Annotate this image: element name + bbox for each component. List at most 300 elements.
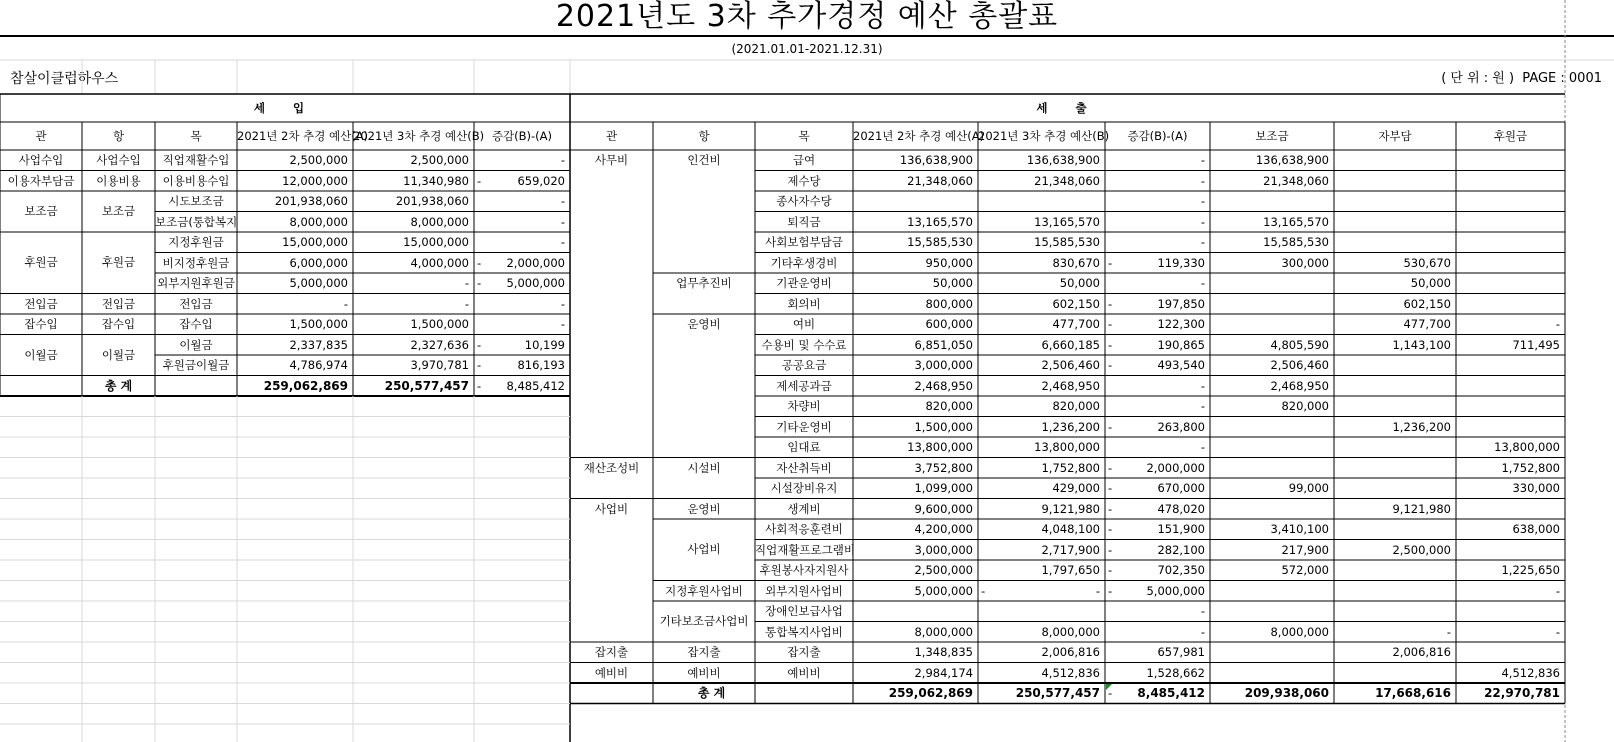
- revenue-gwan: 후원금: [24, 255, 58, 269]
- expense-hang: 사업비: [687, 542, 721, 556]
- revenue-mok: 직업재활수입: [162, 153, 230, 167]
- expense-donation: [1456, 355, 1565, 376]
- revenue-gwan: 사업수입: [18, 153, 64, 167]
- revenue-header-1: 항: [112, 129, 125, 143]
- revenue-total-diff: 8,485,412: [506, 378, 565, 393]
- expense-mok: 여비: [792, 317, 816, 331]
- expense-header-0: 관: [605, 129, 618, 143]
- expense-budget-a: 820,000: [925, 399, 973, 413]
- expense-decrease-marker: -: [1108, 481, 1113, 495]
- expense-subsidy: [1210, 642, 1334, 663]
- expense-budget-b: 21,348,060: [1034, 173, 1100, 188]
- expense-mok: 시설장비유지: [770, 481, 838, 495]
- expense-subsidy: 2,506,460: [1270, 358, 1329, 372]
- expense-self-pay: 1,143,100: [1392, 337, 1451, 352]
- expense-self-pay: [1334, 437, 1456, 458]
- expense-diff: -: [1200, 153, 1205, 167]
- expense-mok: 급여: [792, 153, 816, 167]
- expense-budget-a: 2,984,174: [914, 665, 973, 680]
- expense-budget-b: [978, 191, 1105, 212]
- revenue-total-b: 250,577,457: [384, 378, 469, 393]
- expense-gwan: 잡지출: [594, 645, 629, 659]
- expense-mok: 자산취득비: [776, 460, 832, 475]
- expense-mok: 기타운영비: [776, 419, 832, 434]
- expense-self-pay: [1334, 355, 1456, 376]
- revenue-diff: -: [560, 235, 565, 249]
- revenue-total-a: 259,062,869: [263, 378, 348, 393]
- revenue-budget-a: 1,500,000: [289, 317, 348, 331]
- expense-diff: -: [1200, 214, 1205, 229]
- expense-header-4: 2021년 3차 추경 예산(B): [978, 129, 1110, 143]
- expense-subsidy: [1210, 191, 1334, 212]
- expense-budget-b: 2,717,900: [1041, 542, 1100, 557]
- expense-self-pay: [1334, 171, 1456, 192]
- expense-donation: 1,752,800: [1501, 460, 1560, 475]
- expense-decrease-marker: -: [1108, 317, 1113, 331]
- expense-subsidy: 4,805,590: [1270, 337, 1329, 352]
- expense-budget-b: 1,236,200: [1041, 419, 1100, 434]
- revenue-gwan: 잡수입: [24, 317, 58, 331]
- expense-diff: -: [1200, 276, 1205, 290]
- expense-diff: 197,850: [1157, 296, 1205, 311]
- expense-budget-b: 136,638,900: [1026, 153, 1100, 167]
- expense-diff: 122,300: [1157, 317, 1205, 331]
- expense-budget-a: 13,165,570: [907, 214, 973, 229]
- expense-subsidy: [1210, 294, 1334, 315]
- expense-subsidy: 99,000: [1288, 481, 1329, 495]
- expense-total-a: 259,062,869: [888, 686, 973, 700]
- expense-donation: 711,495: [1512, 337, 1560, 352]
- expense-diff: -: [1200, 194, 1205, 208]
- period: (2021.01.01-2021.12.31): [731, 42, 883, 56]
- revenue-mok: 시도보조금: [168, 194, 224, 208]
- expense-self-pay: 50,000: [1410, 276, 1451, 290]
- expense-budget-b: 13,165,570: [1034, 214, 1100, 229]
- expense-mok: 차량비: [787, 399, 821, 413]
- revenue-budget-a: 2,337,835: [289, 337, 348, 352]
- expense-total-diff: 8,485,412: [1137, 686, 1205, 700]
- expense-diff: 5,000,000: [1146, 583, 1205, 598]
- expense-subsidy: [1210, 437, 1334, 458]
- expense-hang: 운영비: [687, 501, 721, 516]
- revenue-budget-b: 1,500,000: [410, 317, 469, 331]
- expense-decrease-marker: -: [1108, 358, 1113, 372]
- revenue-budget-a: 15,000,000: [282, 235, 348, 249]
- revenue-decrease-marker: -: [477, 173, 482, 188]
- revenue-decrease-marker: -: [477, 378, 482, 393]
- revenue-hang: 사업수입: [96, 153, 141, 167]
- expense-donation: -: [1555, 624, 1560, 639]
- expense-hang: 시설비: [687, 460, 721, 475]
- expense-self-pay: [1334, 581, 1456, 602]
- revenue-diff: -: [560, 296, 565, 311]
- revenue-mok: 이월금: [179, 337, 213, 352]
- expense-mok: 예비비: [787, 665, 821, 680]
- revenue-budget-b: 15,000,000: [403, 235, 469, 249]
- expense-total-self-pay: 17,668,616: [1375, 686, 1451, 700]
- expense-diff: -: [1200, 378, 1205, 393]
- expense-donation: [1456, 642, 1565, 663]
- revenue-budget-a: 5,000,000: [289, 276, 348, 290]
- expense-mok: 외부지원사업비: [765, 583, 843, 598]
- expense-mok: 종사자수당: [776, 194, 832, 208]
- revenue-mok: 외부지원후원금: [157, 276, 235, 290]
- expense-mok: 사회보험부담금: [765, 235, 843, 249]
- expense-donation: 1,225,650: [1501, 563, 1560, 577]
- expense-budget-a: 5,000,000: [914, 583, 973, 598]
- expense-gwan: 사무비: [594, 153, 629, 167]
- revenue-budget-b: -: [464, 276, 469, 290]
- revenue-gwan: 보조금: [24, 204, 58, 218]
- expense-total-subsidy: 209,938,060: [1244, 686, 1329, 700]
- expense-self-pay: 2,500,000: [1392, 542, 1451, 557]
- expense-budget-a: [853, 191, 978, 212]
- expense-decrease-marker: -: [1108, 337, 1113, 352]
- revenue-hang: 전입금: [101, 296, 136, 311]
- expense-subsidy: 8,000,000: [1270, 624, 1329, 639]
- expense-subsidy: 13,165,570: [1263, 214, 1329, 229]
- revenue-budget-a: 6,000,000: [289, 255, 348, 270]
- expense-section-title: 세 출: [1036, 101, 1099, 115]
- expense-diff: 2,000,000: [1146, 460, 1205, 475]
- expense-self-pay: [1334, 212, 1456, 233]
- expense-budget-b: 2,006,816: [1041, 645, 1100, 659]
- expense-diff: 670,000: [1157, 481, 1205, 495]
- expense-gwan: 사업비: [594, 501, 629, 516]
- expense-budget-b: 2,468,950: [1041, 378, 1100, 393]
- expense-donation: [1456, 376, 1565, 397]
- expense-budget-b: 6,660,185: [1041, 337, 1100, 352]
- expense-self-pay: [1334, 232, 1456, 253]
- expense-donation: [1456, 396, 1565, 417]
- expense-mok: 장애인보급사업: [765, 604, 843, 618]
- revenue-budget-a: 8,000,000: [289, 214, 348, 229]
- expense-subsidy: [1210, 458, 1334, 479]
- revenue-budget-a: 4,786,974: [289, 358, 348, 372]
- expense-budget-a: 950,000: [925, 255, 973, 270]
- expense-donation: 330,000: [1512, 481, 1560, 495]
- revenue-decrease-marker: -: [477, 358, 482, 372]
- revenue-header-2: 목: [190, 129, 202, 143]
- revenue-budget-b: 2,500,000: [410, 153, 469, 167]
- expense-budget-a: 1,348,835: [914, 645, 973, 659]
- expense-subsidy: [1210, 601, 1334, 622]
- expense-diff: 263,800: [1157, 419, 1205, 434]
- expense-donation: [1456, 540, 1565, 561]
- expense-budget-a: 3,000,000: [914, 542, 973, 557]
- expense-self-pay: [1334, 376, 1456, 397]
- expense-budget-b: 429,000: [1052, 481, 1100, 495]
- expense-budget-a: 800,000: [925, 296, 973, 311]
- organization-name: 참살이클럽하우스: [10, 71, 119, 87]
- revenue-diff: -: [560, 317, 565, 331]
- expense-budget-a: 9,600,000: [914, 501, 973, 516]
- expense-mok: 수용비 및 수수료: [761, 337, 847, 352]
- expense-diff: 657,981: [1157, 645, 1205, 659]
- expense-self-pay: 602,150: [1403, 296, 1451, 311]
- revenue-mok: 잡수입: [179, 317, 213, 331]
- revenue-decrease-marker: -: [477, 276, 482, 290]
- expense-diff: -: [1200, 440, 1205, 454]
- expense-donation: [1456, 191, 1565, 212]
- revenue-header-0: 관: [35, 129, 47, 143]
- revenue-diff: 659,020: [517, 173, 565, 188]
- expense-self-pay: [1334, 560, 1456, 581]
- revenue-gwan: 전입금: [24, 296, 58, 311]
- cell-comment-marker: [1106, 684, 1112, 690]
- expense-budget-b: 4,512,836: [1041, 665, 1100, 680]
- revenue-budget-a: 12,000,000: [282, 173, 348, 188]
- revenue-header-3: 2021년 2차 추경 예산(A): [237, 129, 369, 143]
- expense-mok: 제수당: [787, 173, 821, 188]
- expense-mok: 공공요금: [781, 358, 827, 372]
- expense-subsidy: 300,000: [1281, 255, 1329, 270]
- expense-hang: 잡지출: [687, 645, 721, 659]
- expense-subsidy: 572,000: [1281, 563, 1329, 577]
- revenue-budget-b: 8,000,000: [410, 214, 469, 229]
- expense-decrease-marker: -: [1108, 460, 1113, 475]
- expense-decrease-marker: -: [1108, 255, 1113, 270]
- expense-budget-a: 21,348,060: [907, 173, 973, 188]
- revenue-diff: 10,199: [524, 337, 565, 352]
- expense-budget-b: 477,700: [1052, 317, 1100, 331]
- expense-diff: -: [1200, 235, 1205, 249]
- expense-donation: 4,512,836: [1501, 665, 1560, 680]
- expense-decrease-marker: -: [1108, 542, 1113, 557]
- expense-subsidy: [1210, 314, 1334, 335]
- expense-decrease-marker: -: [1108, 501, 1113, 516]
- expense-self-pay: 2,006,816: [1392, 645, 1451, 659]
- revenue-diff: -: [560, 214, 565, 229]
- revenue-mok: 후원금이월금: [162, 358, 230, 372]
- revenue-budget-b: 3,970,781: [410, 358, 469, 372]
- expense-diff: -: [1200, 173, 1205, 188]
- revenue-mok: 비지정후원금: [162, 255, 230, 270]
- expense-decrease-marker: -: [1108, 522, 1113, 536]
- expense-budget-b: 13,800,000: [1034, 440, 1100, 454]
- expense-decrease-marker: -: [1108, 686, 1113, 700]
- expense-subsidy: 217,900: [1281, 542, 1329, 557]
- expense-mok: 제세공과금: [776, 378, 832, 393]
- revenue-mok: 이용비용수입: [162, 173, 230, 188]
- expense-header-3: 2021년 2차 추경 예산(A): [853, 129, 985, 143]
- expense-diff: 1,528,662: [1146, 665, 1205, 680]
- expense-self-pay: [1334, 478, 1456, 499]
- expense-donation: [1456, 601, 1565, 622]
- revenue-diff: -: [560, 153, 565, 167]
- expense-self-pay: [1334, 458, 1456, 479]
- expense-self-pay: [1334, 601, 1456, 622]
- expense-header-1: 항: [698, 129, 710, 143]
- expense-decrease-marker: -: [981, 583, 986, 598]
- expense-mok: 직업재활프로그램비: [755, 542, 855, 557]
- expense-budget-b: 602,150: [1052, 296, 1100, 311]
- expense-diff: 702,350: [1157, 563, 1205, 577]
- expense-mok: 회의비: [787, 296, 821, 311]
- revenue-diff: -: [560, 194, 565, 208]
- expense-diff: 493,540: [1157, 358, 1205, 372]
- expense-budget-b: 50,000: [1059, 276, 1100, 290]
- expense-self-pay: 9,121,980: [1392, 501, 1451, 516]
- expense-diff: 282,100: [1157, 542, 1205, 557]
- expense-header-8: 후원금: [1493, 129, 1528, 143]
- revenue-diff: 816,193: [517, 358, 565, 372]
- expense-budget-a: 6,851,050: [914, 337, 973, 352]
- expense-budget-a: 1,099,000: [914, 481, 973, 495]
- expense-mok: 기타후생경비: [770, 255, 838, 270]
- expense-self-pay: [1334, 396, 1456, 417]
- expense-subsidy: 3,410,100: [1270, 522, 1329, 536]
- expense-diff: -: [1200, 399, 1205, 413]
- expense-self-pay: 1,236,200: [1392, 419, 1451, 434]
- expense-budget-b: 2,506,460: [1041, 358, 1100, 372]
- expense-header-7: 자부담: [1378, 129, 1412, 143]
- revenue-budget-a: 201,938,060: [274, 194, 348, 208]
- revenue-budget-a: -: [343, 296, 348, 311]
- revenue-section-title: 세 입: [253, 101, 317, 115]
- expense-subsidy: [1210, 273, 1334, 294]
- expense-hang: 예비비: [687, 665, 721, 680]
- expense-donation: 638,000: [1512, 522, 1560, 536]
- expense-hang: 인건비: [687, 153, 721, 167]
- expense-donation: [1456, 253, 1565, 274]
- expense-mok: 통합복지사업비: [765, 624, 843, 639]
- unit-page-label: ( 단 위 : 원 ) PAGE : 0001: [1441, 71, 1602, 86]
- expense-decrease-marker: -: [1108, 583, 1113, 598]
- expense-donation: 13,800,000: [1494, 440, 1560, 454]
- revenue-hang: 보조금: [101, 204, 136, 218]
- revenue-gwan: 이월금: [24, 347, 58, 362]
- revenue-header-5: 증감(B)-(A): [491, 129, 553, 143]
- expense-hang: 운영비: [687, 317, 721, 331]
- expense-total-b: 250,577,457: [1015, 686, 1100, 700]
- expense-budget-b: 820,000: [1052, 399, 1100, 413]
- expense-budget-a: 600,000: [925, 317, 973, 331]
- revenue-decrease-marker: -: [477, 337, 482, 352]
- expense-budget-b: [978, 601, 1105, 622]
- expense-mok: 후원봉사자지원사: [759, 563, 849, 577]
- expense-subsidy: 2,468,950: [1270, 378, 1329, 393]
- expense-donation: [1456, 294, 1565, 315]
- expense-mok: 퇴직금: [787, 214, 821, 229]
- expense-donation: [1456, 212, 1565, 233]
- expense-budget-a: 2,468,950: [914, 378, 973, 393]
- expense-diff: 478,020: [1157, 501, 1205, 516]
- expense-self-pay: [1334, 191, 1456, 212]
- expense-mok: 기관운영비: [776, 276, 832, 290]
- expense-budget-b: 4,048,100: [1041, 522, 1100, 536]
- expense-subsidy: [1210, 581, 1334, 602]
- expense-budget-a: 50,000: [932, 276, 973, 290]
- expense-subsidy: 820,000: [1281, 399, 1329, 413]
- revenue-budget-b: 11,340,980: [403, 173, 469, 188]
- expense-self-pay: [1334, 663, 1456, 684]
- expense-decrease-marker: -: [1108, 419, 1113, 434]
- expense-donation: [1456, 232, 1565, 253]
- expense-total-donation: 22,970,781: [1484, 686, 1560, 700]
- revenue-decrease-marker: -: [477, 255, 482, 270]
- expense-diff: -: [1200, 624, 1205, 639]
- revenue-header-4: 2021년 3차 추경 예산(B): [353, 129, 485, 143]
- expense-donation: [1456, 150, 1565, 171]
- expense-self-pay: -: [1446, 624, 1451, 639]
- revenue-hang: 이용비용: [96, 173, 141, 188]
- expense-budget-a: 136,638,900: [899, 153, 973, 167]
- expense-donation: [1456, 417, 1565, 438]
- expense-donation: -: [1555, 583, 1560, 598]
- expense-hang: 기타보조금사업비: [659, 614, 749, 628]
- expense-budget-b: 9,121,980: [1041, 501, 1100, 516]
- expense-subsidy: 136,638,900: [1255, 153, 1329, 167]
- expense-budget-b: 830,670: [1052, 255, 1100, 270]
- expense-budget-a: 3,752,800: [914, 460, 973, 475]
- expense-subsidy: [1210, 663, 1334, 684]
- revenue-diff: 2,000,000: [506, 255, 565, 270]
- expense-mok: 임대료: [787, 440, 821, 454]
- revenue-budget-b: 4,000,000: [410, 255, 469, 270]
- expense-decrease-marker: -: [1108, 563, 1113, 577]
- revenue-total-label: 총 계: [104, 378, 133, 393]
- page-title: 2021년도 3차 추가경정 예산 총괄표: [555, 0, 1059, 34]
- expense-self-pay: 477,700: [1403, 317, 1451, 331]
- expense-gwan: 재산조성비: [583, 460, 640, 475]
- expense-subsidy: 21,348,060: [1263, 173, 1329, 188]
- expense-budget-b: 15,585,530: [1034, 235, 1100, 249]
- expense-mok: 생계비: [787, 501, 821, 516]
- expense-budget-b: 8,000,000: [1041, 624, 1100, 639]
- expense-budget-a: [853, 601, 978, 622]
- expense-gwan: 예비비: [594, 665, 629, 680]
- revenue-budget-b: -: [464, 296, 469, 311]
- expense-donation: [1456, 171, 1565, 192]
- expense-header-6: 보조금: [1255, 129, 1289, 143]
- expense-budget-a: 3,000,000: [914, 358, 973, 372]
- expense-diff: 119,330: [1157, 255, 1205, 270]
- expense-budget-a: 15,585,530: [907, 235, 973, 249]
- expense-budget-a: 8,000,000: [914, 624, 973, 639]
- expense-decrease-marker: -: [1108, 296, 1113, 311]
- revenue-hang: 후원금: [101, 255, 136, 269]
- expense-subsidy: 15,585,530: [1263, 235, 1329, 249]
- expense-budget-b: 1,797,650: [1041, 563, 1100, 577]
- expense-diff: 151,900: [1157, 522, 1205, 536]
- expense-donation: [1456, 273, 1565, 294]
- expense-budget-b: 1,752,800: [1041, 460, 1100, 475]
- expense-budget-a: 13,800,000: [907, 440, 973, 454]
- revenue-mok: 지정후원금: [168, 235, 224, 249]
- expense-budget-a: 1,500,000: [914, 419, 973, 434]
- expense-header-2: 목: [798, 129, 810, 143]
- expense-total-label: 총 계: [697, 686, 726, 700]
- expense-hang: 업무추진비: [676, 276, 732, 290]
- expense-hang: 지정후원사업비: [665, 583, 743, 598]
- revenue-budget-a: 2,500,000: [289, 153, 348, 167]
- expense-self-pay: [1334, 519, 1456, 540]
- revenue-budget-b: 2,327,636: [410, 337, 469, 352]
- expense-budget-a: 4,200,000: [914, 522, 973, 536]
- revenue-mok: 전입금: [179, 296, 213, 311]
- revenue-diff: 5,000,000: [506, 276, 565, 290]
- expense-diff: -: [1200, 604, 1205, 618]
- expense-diff: 190,865: [1157, 337, 1205, 352]
- revenue-mok: 보조금(통합복지: [155, 214, 238, 229]
- expense-donation: [1456, 499, 1565, 520]
- expense-mok: 잡지출: [787, 645, 821, 659]
- expense-budget-b: -: [1095, 583, 1100, 598]
- expense-donation: -: [1555, 317, 1560, 331]
- expense-budget-a: 2,500,000: [914, 563, 973, 577]
- expense-subsidy: [1210, 499, 1334, 520]
